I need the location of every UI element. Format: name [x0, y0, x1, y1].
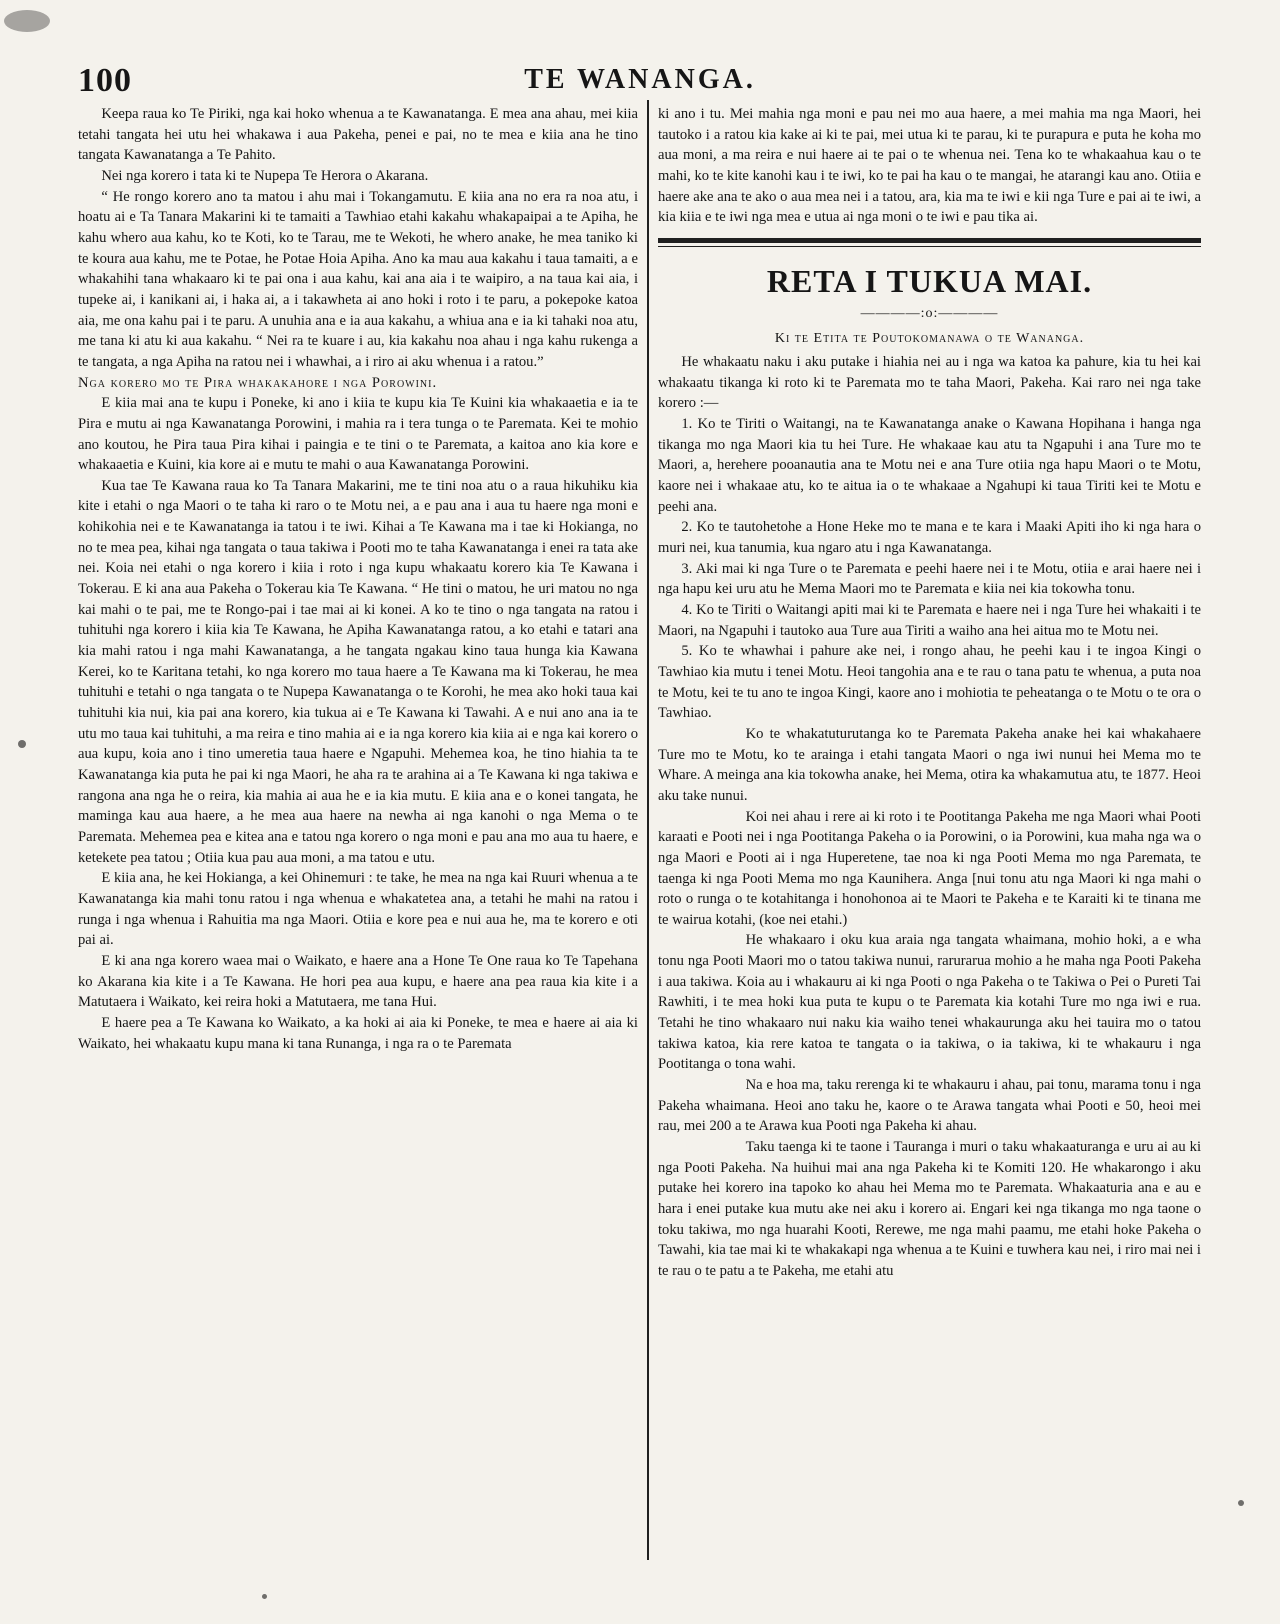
- paragraph-waikato-telegram: E ki ana nga korero waea mai o Waikato, e haere ana a Hone Te One raua ko Te Tapehana ko Akarana kia kite i a Te Kawana. He hori pea aua kupu, e haere ana pea raua kia kite i a Matutaera i Waikato, kei reira hoki a Matutaera, me tana Hui.: [78, 952, 638, 1011]
- letter-paragraph: Taku taenga ki te taone i Tauranga i muri o taku whakaaturanga e uru ai au ki nga Pooti Pakeha. Na huihui mai ana nga Pakeha ki te Komiti 120. He whakarongo i aku putake hei korero ina tapoko ko ahau hei Mema mo te Paremata. Whakaaturia ana e au e hara i enei putake kua mutu ake nei aku i korero ai. Engari kei nga tikanga mo nga taone o toku takiwa, mo nga huarahi Kooti, Rerewe, me nga mahi paamu, me etahi hoke Pakeha o Tawahi, kia tae mai ki te whakakapi nga whenua a te Kuini e tuwhera kau nei, i riro mai nei i te rau o te patu a te Pakeha, me etahi atu: [658, 1139, 1201, 1279]
- ornament-divider: ————:o:————: [860, 306, 999, 322]
- paragraph-provinces-bill: E kiia mai ana te kupu i Poneke, ki ano i kiia te kupu kia Te Kuini kia whakaaetia e ia te Pira e mutu ai nga Kawanatanga Porowini, i mahia ra i tera tunga o te Paremata. Kei te mohio ano koutou, he Pira taua Pira kihai i paingia e te tini o te Paremata, a kaitoa ano kia kore e whakaaetia e Kuini, kia kore ai e mutu te mahi o aua Kawanatanga Porowini.: [78, 395, 638, 474]
- column-divider: [647, 100, 649, 1560]
- ink-blot: [1238, 1500, 1244, 1506]
- paragraph-herald-intro: Nei nga korero i tata ki te Nupepa Te Herora o Akarana.: [101, 167, 429, 184]
- section-heading-provinces-bill: Nga korero mo te Pira whakakahore i nga Porowini.: [78, 374, 438, 391]
- paragraph-hokianga: E kiia ana, he kei Hokianga, a kei Ohinemuri : te take, he mea na nga kai Ruuri whenua a te Kawanatanga kia mahi tonu ratou i nga whenua e whakatetea ana, a tetahi he mahi na ratou i runga i nga whenua i Rahuitia ma nga Maori. Otiia e kore pea e nui aua he, ma te korero e oti pai ai.: [78, 870, 638, 949]
- letter-item: 4. Ko te Tiriti o Waitangi apiti mai ki te Paremata e haere nei i nga Ture hei whakaiti i te Maori, na Ngapuhi i tautoko aua Ture aua Tiriti a waiho ana hei aitua mo te Motu nei.: [658, 601, 1201, 639]
- section-rule-thick: [658, 238, 1201, 243]
- letter-section-title: RETA I TUKUA MAI.: [766, 263, 1093, 300]
- letter-paragraph: Ko te whakatuturutanga ko te Paremata Pakeha anake hei kai whakahaere Ture mo te Motu, ko te arainga i etahi tangata Maori o nga iwi nunui hei Mema mo te Whare. A meinga ana kia tokowha anake, hei Mema, otira ka whakamutua atu, te 1877. Heoi aku take nunui.: [658, 725, 1201, 804]
- ink-blot: [262, 1594, 267, 1599]
- letter-paragraph: Koi nei ahau i rere ai ki roto i te Pootitanga Pakeha me nga Maori whai Pooti karaati e Pooti nei i nga Pootitanga Pakeha o ia Porowini, o ia Porowini, kua maha nga wa o nga Maori e Pooti ai i nga Huperetene, tae noa ki nga Pooti Mema mo nga Paremata, te taenga ki nga Pooti Mema mo nga Kaunihera. Anga [nui tonu atu nga Maori ki nga mahi o roto o runga o te kotahitanga i honohonoa ai te Maori te Pakeha e te Karaiti ki te tinana me te wairua kotahi, (koe nei etahi.): [658, 808, 1201, 928]
- letter-item: 2. Ko te tautohetohe a Hone Heke mo te mana e te kara i Maaki Apiti iho ki nga hara o muri nei, kua tanumia, kua ngaro atu i nga Kawanatanga.: [658, 519, 1201, 556]
- newspaper-title: TE WANANGA.: [524, 64, 756, 95]
- page-number: 100: [78, 62, 132, 99]
- section-rule-thin: [658, 246, 1201, 248]
- letter-paragraph: He whakaaro i oku kua araia nga tangata whaimana, mohio hoki, a e wha tonu nga Pooti Maori mo o tatou takiwa nunui, rarurarua mohio a he maha nga Pooti Pakeha i aua takiwa. Koia au i whakauru ai ki nga Pooti o nga Pakeha o te Takiwa o Pei o Pureti Tai Rawhiti, i te mea hoki kua puta te kupu o te Paremata kia kotahi Ture mo nga iwi e rua. Tetahi he tino whakaaro nui naku kia waiho tenei whakaurunga aku hei tauira mo o tatou takiwa katoa, kia rere katoa te tangata o ia takiwa, o ia takiwa, ki te whakauru i nga Pootitanga o tona wahi.: [658, 932, 1201, 1073]
- right-column: [658, 104, 1201, 1574]
- letter-item: 5. Ko te whawhai i pahure ake nei, i rongo ahau, he peehi kau i te ingoa Kingi o Tawhiao kia mutu i tenei Motu. Heoi tangohia ana e te rau o tana patu te whenua, a puta noa te Motu, kei te tu ano te ingoa Kingi, kaore ano i mohiotia te peheatanga o te Motu o te ora o Tawhiao.: [658, 643, 1201, 722]
- left-column: [78, 104, 638, 1574]
- paragraph-governor-visit: Kua tae Te Kawana raua ko Ta Tanara Makarini, me te tini noa atu o a raua hikuhiku kia kite i etahi o nga Maori o te taha ki raro o te Motu nei, a e pau ana i aua tu haere nga moni e kohikohia nei e te Kawanatanga ia tatou i te iwi. Kihai a Te Kawana ma i tae ki Hokianga, no no te mea pea, kihai nga tangata o taua takiwa i Pooti mo te taha Kawanatanga i enei ra tata ake nei. Koia nei etahi o nga korero i kiia i roto i nga kupu whakaatu korero kia Te Kawana i Tokerau. E ki ana aua Pakeha o Tokerau kia Te Kawana. “ He tini o matou, he uri matou no nga kai mahi o te pai, me te Rongo-pai i tae mai ai ki konei. A ko te tino o nga tangata na ratou i tuhituhi nga korero i kiia kia Te Kawana, he Apiha Kawanatanga ratou, a ko etahi e tatari ana kia mahi ratou i nga mahi Kawanatanga, a he tangata ngakau kino taua hunga kia Kawana Kerei, ko te Karitana tetahi, ko nga korero mo taua haere a Te Kawana ma ki Tokerau, he mea tuhituhi e tetahi o nga tangata o te Nupepa Kawanatanga o te Korohi, he mea ako hoki taua kai tuhituhi kia nui, kia pai ana korero, kia tukua ai e Te Kawana ki Tawahi. A e nui ano ana ia te utu mo taua kai tuhituhi, a ma reira e tino mahia ai e ia nga korero kia kiia ai e nga kai korero o aua kupu, koia ano i tino umeretia taua haere e Ngapuhi. Mehemea koa, he tino hiahia ta te Kawanatanga kia puta he pai ki nga Maori, he aha ra te arahina ai a Te Kawana ki nga takiwa e rangona ana nga he o reira, kia mahia ai aua he e ia kia mutu. E kiia ana e o konei tangata, he maminga kau aua haere, a he mea aua haere na newha ai nga kanohi o nga Mema o te Paremata. Mehemea pea e kitea ana e tatou nga korero o nga moni e pau ana mo aua tu haere, e ketekete pea tatou ; Otiia kua pau aua moni, a ma tatou e utu.: [78, 477, 638, 866]
- letter-item: 1. Ko te Tiriti o Waitangi, na te Kawanatanga anake o Kawana Hopihana i hanga nga tikanga mo nga Maori kia tu hei Ture. He whakaae kau atu ta Ngapuhi i ana Ture mo te Maori, a, herehere pooanautia ana te Motu nei e ana Ture otiia nga hapu Maori o te Motu, kaore nei i whakaae atu, ko te aitua ia o te whakaae a Ngahupi ki taua Tiriti kei te Motu e peehi ana.: [658, 416, 1201, 515]
- paragraph-governor-waikato: E haere pea a Te Kawana ko Waikato, a ka hoki ai aia ki Poneke, te mea e haere ai aia ki Waikato, hei whakaatu kupu mana ki tana Runanga, i nga ra o te Paremata: [78, 1014, 638, 1052]
- ink-blot: [18, 740, 26, 748]
- ink-blot: [4, 10, 50, 32]
- page-header: [60, 56, 1220, 106]
- letter-paragraph: Na e hoa ma, taku rerenga ki te whakauru i ahau, pai tonu, marama tonu i nga Pakeha whaimana. Heoi ano taku he, kaore o te Arawa tangata whai Pooti e 50, heoi mei rau, mei 200 a te Arawa kua Pooti nga Pakeha ki ahau.: [658, 1077, 1201, 1135]
- letter-opening: He whakaatu naku i aku putake i hiahia nei au i nga wa katoa ka pahure, kia tu hei kai whakaatu tikanga ki roto ki te Paremata mo te taha Maori, Pakeha. Kai raro nei nga take korero :—: [658, 354, 1201, 412]
- paragraph-continuation: ki ano i tu. Mei mahia nga moni e pau nei mo aua haere, a mei mahia ma nga Maori, hei tautoko i a ratou kia kake ai ki te pai, mei utua ki te parau, ki te purapura e puta he koha mo aua moni, a ma reira e nui haere ai te pai o te whenua nei. Tena ko te whakaahua kau o te mahi, ko te kite kanohi kau i te iwi, ko te pai ha kau o te mangai, he atarangi kau ano. Otiia e haere ake ana te ako o aua mea nei i a tatou, ara, kia ma te iwi e kii nga Ture e pai ai te iwi, a kia kiia e te iwi nga mea e utua ai nga moni o te iwi e pau tika ai.: [658, 106, 1201, 226]
- paragraph-land-agents: Keepa raua ko Te Piriki, nga kai hoko whenua a te Kawanatanga. E mea ana ahau, mei kiia tetahi tangata hei utu hei whakawa i aua Pakeha, penei e pai, no te mea e kiia ana he tino tangata Kawanatanga a Te Pahito.: [78, 106, 638, 164]
- letter-item: 3. Aki mai ki nga Ture o te Paremata e peehi haere nei i te Motu, otiia e arai haere nei i nga hapu kei uru atu he Mema Maori mo te Paremata e kiia nei kia tokowha tonu.: [658, 560, 1201, 598]
- paragraph-tokangamutu-story: “ He rongo korero ano ta matou i ahu mai i Tokangamutu. E kiia ana no era ra noa atu, i hoatu ai e Ta Tanara Makarini ki te tamaiti a Tawhiao etahi kakahu whakapaipai a te Apiha, he kahu whero aua kahu, ko te Koti, ko te Tarau, me te Wekoti, he whero anake, he mea taniko ki te koura aua kahu, me te Potae, he Potae Hoia Apiha. Ano ka mau aua kakahu i taua tamaiti, a e whakahihi tana whakaaro ki te pai ona i aua kahu, kai ana aia i te waipiro, a na taua kai aia, i tupeke ai, i kanikani ai, i haka ai, a i takawheta ai ano hoki i roto i te paru, a pokepoke katoa aia, me ona kahu pai i te paru. A unuhia ana e ia aua kakahu, a whiua ana e ia ki tahaki noa atu, me tana ki atu ki aua kakahu. “ Nei ra te kuare i au, kia kakahu noa ahau i nga kahu rukenga a te tangata, a nga Apiha na ratou nei i whawhai, a i riro ai aku whenua i a ratou.”: [78, 188, 638, 370]
- letter-addressee: Ki te Etita te Poutokomanawa o te Wananga.: [774, 331, 1085, 347]
